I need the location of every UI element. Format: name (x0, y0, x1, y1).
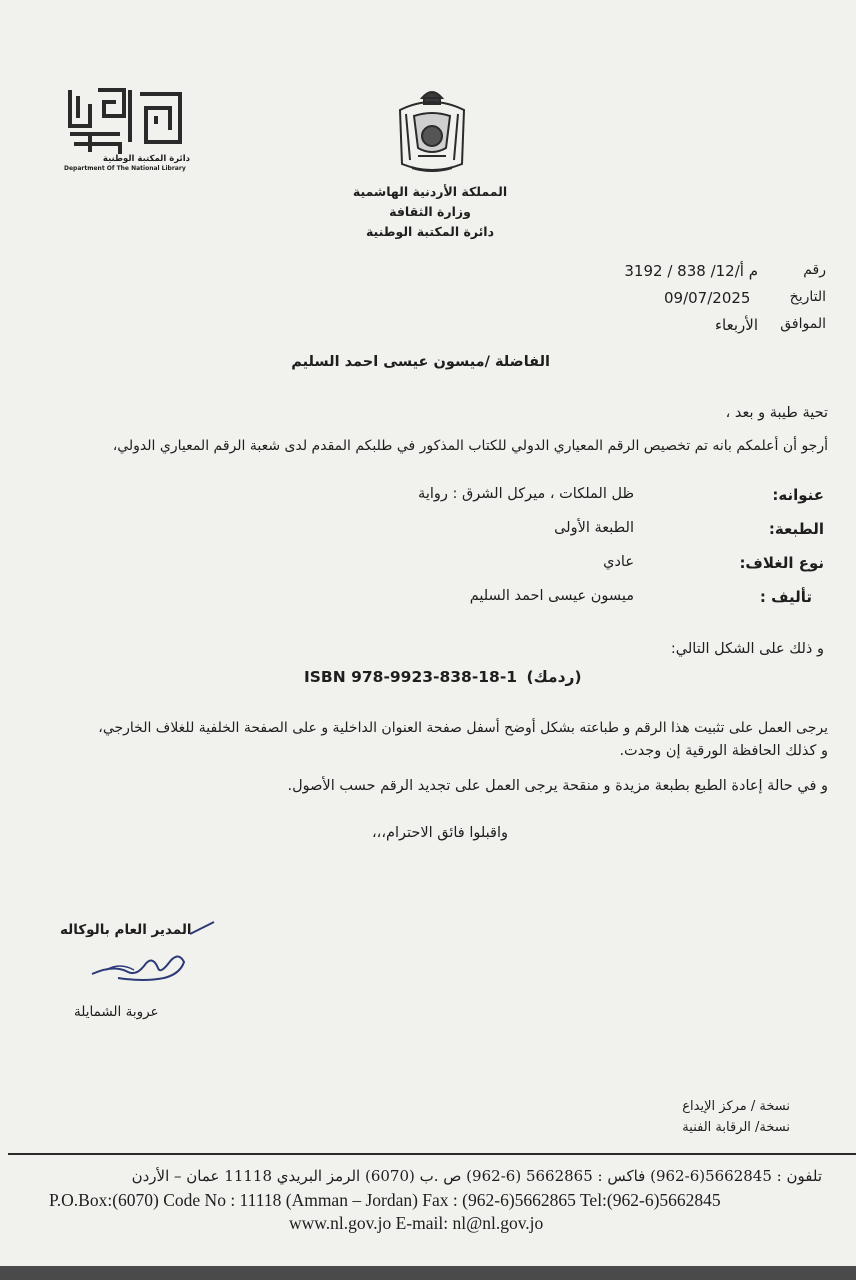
field-value-cover: عادي (603, 554, 634, 570)
footer-website-email: www.nl.gov.jo E-mail: nl@nl.gov.jo (289, 1213, 544, 1233)
logo-caption-arabic: دائرة المكتبة الوطنية (102, 154, 190, 164)
date-value: 09/07/2025 (664, 289, 751, 307)
field-value-author: ميسون عيسى احمد السليم (469, 588, 634, 604)
signatory-name: عروبة الشمايلة (74, 1004, 159, 1020)
logo-caption-english: Department Of The National Library (64, 165, 186, 172)
handwritten-signature-icon (84, 944, 194, 986)
number-label: رقم (803, 262, 826, 278)
library-logo-icon (60, 86, 190, 158)
isbn-label: (ردمك) (526, 668, 582, 686)
footer-contact-arabic: تلفون : 5662845(6-962) فاكس : 5662865 (6-962) ص .ب (6070) الرمز البريدي 11118 عمان – الأردن (131, 1167, 822, 1185)
day-label: الموافق (780, 316, 826, 332)
recipient-line: الفاضلة /ميسون عيسى احمد السليم (291, 354, 550, 370)
instructions-line1: يرجى العمل على تثبيت هذا الرقم و طباعته بشكل أوضح أسفل صفحة العنوان الداخلية و على الصفحة الخلفية للغلاف الخارجي، (98, 720, 828, 736)
signatory-title: المدير العام بالوكاله (60, 922, 192, 938)
footer-divider (8, 1153, 856, 1155)
signature-flourish (188, 920, 218, 936)
number-value: م أ/12/ 838 / 3192 (624, 262, 758, 280)
intro-paragraph: أرجو أن أعلمكم بانه تم تخصيص الرقم المعياري الدولي للكتاب المذكور في طلبكم المقدم لدى شعبة الرقم المعياري الدولي، (112, 438, 828, 454)
letterhead-header (300, 182, 560, 242)
header-department: دائرة المكتبة الوطنية (365, 224, 495, 239)
footer-contact-english: P.O.Box:(6070) Code No : 11118 (Amman – Jordan) Fax : (962-6)5662865 Tel:(962-6)5662845 (49, 1190, 721, 1210)
header-kingdom: المملكة الأردنية الهاشمية (352, 184, 508, 199)
field-label-author: تأليف : (759, 588, 812, 606)
format-intro: و ذلك على الشكل التالي: (670, 641, 824, 657)
bottom-edge-shadow (0, 1266, 856, 1280)
isbn-line (304, 668, 582, 686)
day-value: الأربعاء (714, 316, 758, 334)
greeting-line: تحية طيبة و بعد ، (725, 405, 828, 421)
copy-technical-control: نسخة/ الرقابة الفنية (682, 1120, 790, 1135)
field-label-title: عنوانه: (772, 486, 824, 504)
reprint-instruction: و في حالة إعادة الطبع بطبعة مزيدة و منقحة يرجى العمل على تجديد الرقم حسب الأصول. (287, 778, 828, 794)
field-value-title: ظل الملكات ، ميركل الشرق : رواية (418, 486, 634, 502)
field-label-cover: نوع الغلاف: (739, 554, 824, 572)
isbn-value: ISBN 978-9923-838-18-1 (304, 668, 518, 686)
date-label: التاريخ (789, 289, 826, 305)
crown-emblem-icon (392, 84, 472, 180)
field-value-edition: الطبعة الأولى (554, 520, 634, 536)
copy-deposit-center: نسخة / مركز الإيداع (682, 1099, 790, 1114)
national-library-logo (60, 86, 190, 176)
signature-mark (84, 944, 194, 986)
coat-of-arms-emblem (392, 84, 472, 180)
closing-line: واقبلوا فائق الاحترام،،، (371, 825, 508, 841)
instructions-line2: و كذلك الحافظة الورقية إن وجدت. (619, 743, 828, 759)
header-ministry: وزارة الثقافة (389, 204, 471, 219)
field-label-edition: الطبعة: (768, 520, 824, 538)
